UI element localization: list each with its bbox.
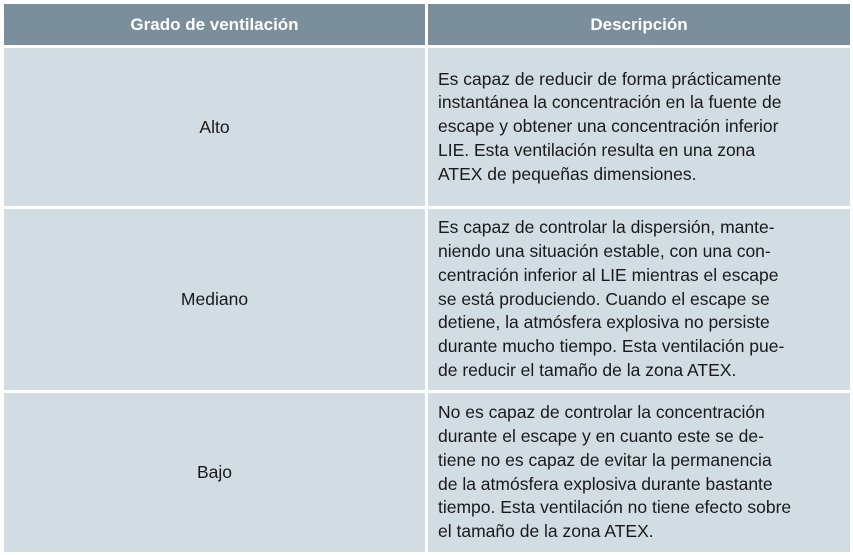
grade-label: Alto [199, 116, 230, 137]
row-description-cell [428, 209, 850, 390]
row-description-cell [428, 393, 850, 552]
grade-label: Mediano [180, 289, 249, 309]
ventilation-grade-table [4, 4, 850, 550]
row-grade-cell [4, 209, 425, 390]
grade-label: Bajo [196, 462, 233, 482]
row-description-cell [428, 48, 850, 206]
description-text: Es capaz de reducir de forma prácticamente instantánea la concentración en la fuente de escape y obtener una concentración inferior LIE. Esta ventilación resulta en una zona ATEX de pequeñas dimensiones. [438, 68, 782, 184]
header-description: Descripción [428, 4, 850, 45]
header-grade: Grado de ventilación [4, 4, 425, 45]
row-grade-cell [4, 48, 425, 206]
row-grade-cell [4, 393, 425, 552]
description-text: Es capaz de controlar la dispersión, mante- niendo una situación estable, con una con- centración inferior al LIE mientras el escape se está produciendo. Cuando el escape se detiene, la atmósfera explosiva no persiste durante mucho tiempo. Esta ventilación pue- de reducir el tamaño de la zona ATEX. [438, 217, 785, 380]
description-text: No es capaz de controlar la concentración durante el escape y en cuanto este se de- tiene no es capaz de evitar la permanencia de la atmósfera explosiva durante bastante tiempo. Esta ventilación no tiene efecto sobre el tamaño de la zona ATEX. [438, 402, 792, 542]
